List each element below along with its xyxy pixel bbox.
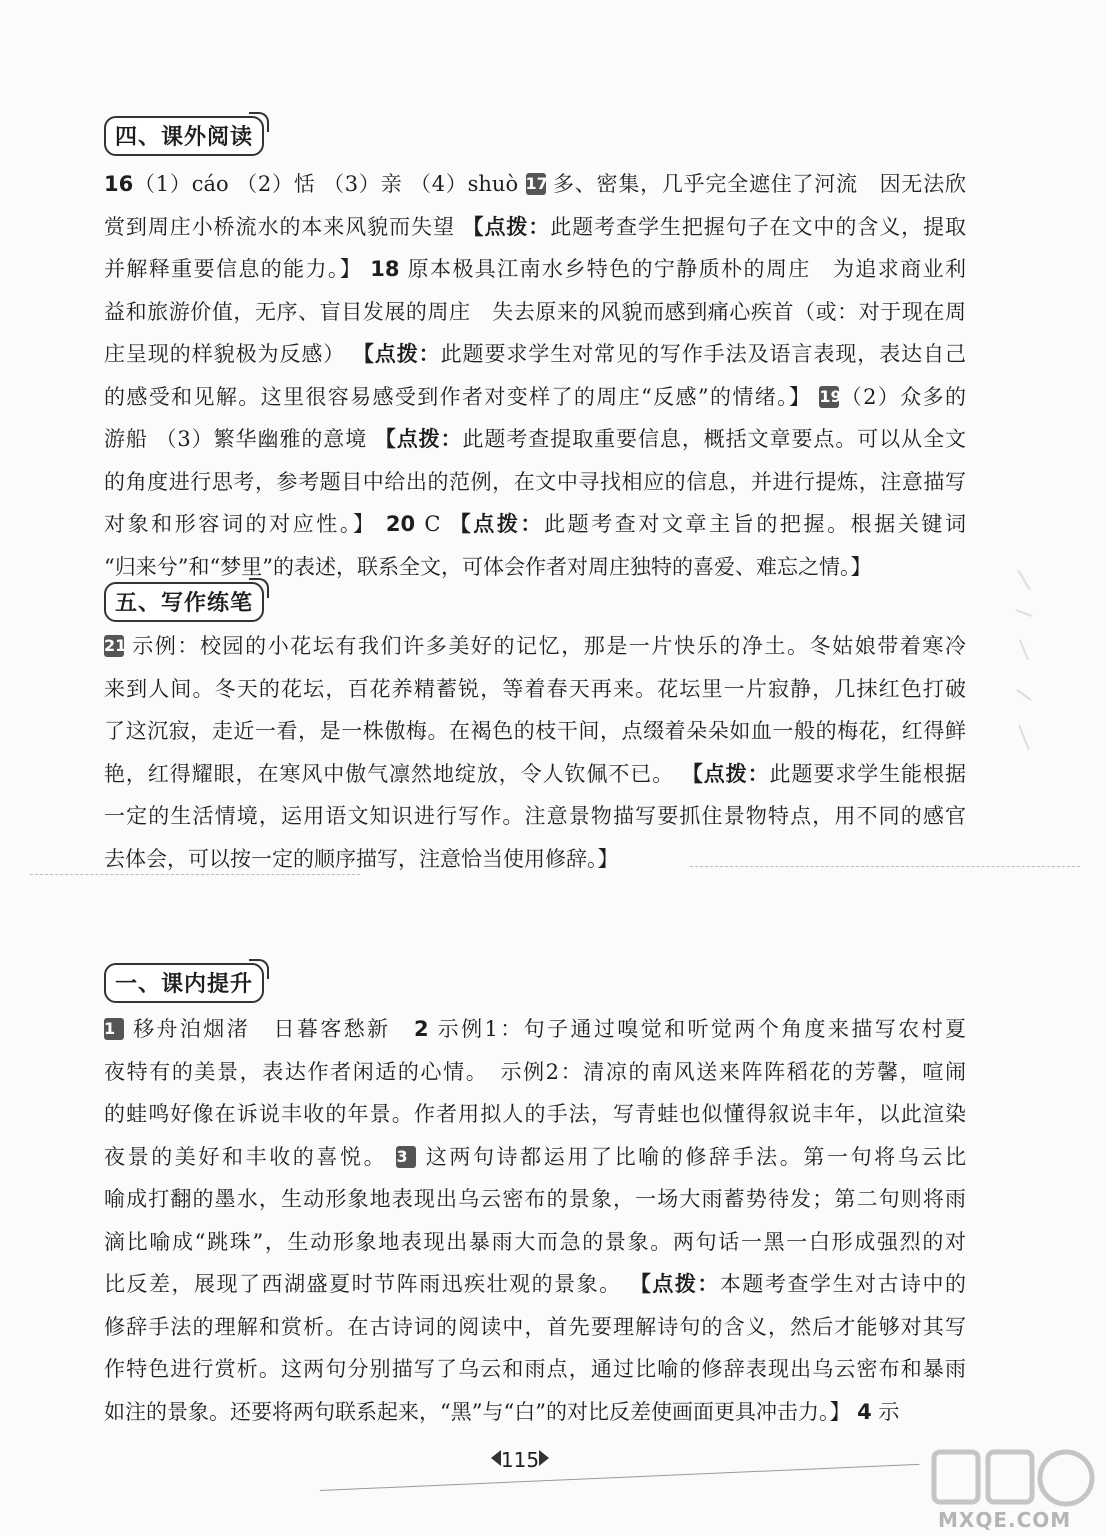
question-number: 2	[413, 1017, 429, 1041]
answer-text: 这两句诗都运用了比喻的修辞手法。第一句将乌云比	[416, 1144, 966, 1169]
answer-text: 此题考查对文章主旨的把握。根据关键词	[544, 512, 967, 536]
left-arrow-icon	[491, 1450, 501, 1466]
bottom-rule	[320, 1464, 919, 1491]
answer-block-extracurricular-reading	[104, 163, 966, 588]
answer-text: 此题考查提取重要信息，概括文章要点。可以从全文	[462, 427, 967, 451]
text-line	[104, 1391, 966, 1434]
text-line	[104, 248, 966, 291]
answer-text: 夜景的美好和丰收的喜悦。	[104, 1144, 397, 1169]
answer-text: 多、密集，几乎完全遮住了河流 因无法欣	[545, 172, 966, 196]
text-line	[104, 1136, 966, 1179]
text-line	[104, 1348, 966, 1391]
text-line	[104, 1093, 966, 1136]
right-arrow-icon	[539, 1450, 549, 1466]
text-line	[104, 1178, 966, 1221]
section-heading-extracurricular-reading	[104, 116, 264, 156]
bleed-through-marks	[1012, 560, 1036, 770]
text-line	[104, 1008, 966, 1051]
answer-text: “归来兮”和“梦里”的表述，联系全文，可体会作者对周庄独特的喜爱、难忘之情。】	[104, 554, 872, 579]
answer-text: 的蛙鸣好像在诉说丰收的年景。作者用拟人的手法，写青蛙也似懂得叙说丰年，以此渲染	[104, 1102, 966, 1126]
answer-text: 移舟泊烟渚 日暮客愁新	[124, 1017, 414, 1041]
hint-label: 【点拨：	[629, 1272, 720, 1296]
answer-text: 示例：校园的小花坛有我们许多美好的记忆，那是一片快乐的净土。冬姑娘带着寒冷	[124, 634, 966, 658]
heading-corner-decoration	[249, 578, 269, 598]
page-number	[470, 1448, 570, 1472]
answer-text: 并解释重要信息的能力。】	[104, 257, 371, 281]
text-line	[104, 795, 966, 838]
question-number: 4	[857, 1399, 872, 1424]
section-heading-text: 一、课内提升	[115, 972, 254, 997]
text-line	[104, 1263, 966, 1306]
answer-text: （2）众多的	[839, 384, 966, 409]
watermark-text: MXQE.COM	[938, 1508, 1072, 1532]
answer-text: 如注的景象。还要将两句联系起来，“黑”与“白”的对比反差使画面更具冲击力。】	[104, 1399, 858, 1424]
answer-text: 了这沉寂，走近一看，是一株傲梅。在褐色的枝干间，点缀着朵朵如血一般的梅花，红得鲜	[104, 719, 966, 743]
section-heading-text: 五、写作练笔	[115, 591, 254, 616]
answer-text: C	[415, 512, 450, 536]
question-number-boxed: 17	[525, 174, 548, 193]
question-number-boxed: 21	[104, 636, 127, 655]
section-heading-in-class-improvement	[104, 963, 264, 1003]
text-line	[104, 1221, 966, 1264]
answer-text: 的角度进行思考，参考题目中给出的范例，在文中寻找相应的信息，并进行提炼，注意描写	[104, 469, 966, 494]
section-heading-writing-practice	[104, 582, 264, 622]
heading-corner-decoration	[249, 959, 269, 979]
answer-text: 益和旅游价值，无序、盲目发展的周庄 失去原来的风貌而感到痛心疾首（或：对于现在周	[104, 299, 966, 324]
text-line	[104, 625, 966, 668]
answer-text: 示	[871, 1399, 900, 1424]
answer-text: 作特色进行赏析。这两句分别描写了乌云和雨点，通过比喻的修辞表现出乌云密布和暴雨	[104, 1357, 966, 1381]
text-line	[104, 1051, 966, 1094]
question-number: 20	[385, 512, 416, 536]
text-line	[104, 1306, 966, 1349]
answer-text: 示例1：句子通过嗅觉和听觉两个角度来描写农村夏	[428, 1017, 966, 1041]
text-line	[104, 753, 966, 796]
answer-text: （1）cáo （2）恬 （3）亲 （4）shuò	[133, 172, 526, 196]
answer-text: 对象和形容词的对应性。】	[104, 512, 386, 536]
answer-text: 去体会，可以按一定的顺序描写，注意恰当使用修辞。】	[104, 846, 619, 871]
answer-text: 此题考查学生把握句子在文中的含义，提取	[550, 214, 967, 239]
question-number-boxed: 1	[104, 1018, 124, 1040]
answer-text: 来到人间。冬天的花坛，百花养精蓄锐，等着春天再来。花坛里一片寂静，几抹红色打破	[104, 676, 966, 701]
hint-label: 【点拨：	[462, 214, 551, 239]
section-heading-text: 四、课外阅读	[115, 125, 254, 150]
text-line	[104, 710, 966, 753]
answer-text: 游船 （3）繁华幽雅的意境	[104, 427, 375, 451]
text-line	[104, 461, 966, 504]
section-divider	[30, 874, 360, 875]
answer-text: 此题要求学生对常见的写作手法及语言表现，表达自己	[440, 342, 967, 366]
answer-block-in-class-improvement	[104, 1008, 966, 1433]
answer-text: 此题要求学生能根据	[769, 761, 966, 786]
answer-text: 赏到周庄小桥流水的本来风貌而失望	[104, 214, 463, 239]
page-number-text: 115	[500, 1448, 540, 1472]
answer-text: 喻成打翻的墨水，生动形象地表现出乌云密布的景象，一场大雨蓄势待发；第二句则将雨	[104, 1187, 966, 1211]
question-number: 16	[104, 172, 134, 196]
text-line	[104, 291, 966, 334]
hint-label: 【点拨：	[449, 512, 545, 536]
answer-text: 滴比喻成“跳珠”，生动形象地表现出暴雨大而急的景象。两句话一黑一白形成强烈的对	[104, 1229, 966, 1254]
answer-text: 原本极具江南水乡特色的宁静质朴的周庄 为追求商业利	[399, 257, 966, 281]
text-line	[104, 668, 966, 711]
section-divider	[690, 866, 1080, 867]
answer-text: 庄呈现的样貌极为反感）	[104, 342, 353, 366]
heading-corner-decoration	[249, 112, 269, 132]
hint-label: 【点拨：	[681, 761, 770, 786]
question-number: 18	[370, 257, 400, 281]
answer-text: 本题考查学生对古诗中的	[719, 1272, 967, 1296]
text-line	[104, 206, 966, 249]
answer-text: 夜特有的美景，表达作者闲适的心情。 示例2：清凉的南风送来阵阵稻花的芳馨，喧闹	[104, 1059, 966, 1084]
text-line	[104, 418, 966, 461]
text-line	[104, 333, 966, 376]
answer-text: 修辞手法的理解和赏析。在古诗词的阅读中，首先要理解诗句的含义，然后才能够对其写	[104, 1314, 966, 1339]
answer-text: 一定的生活情境，运用语文知识进行写作。注意景物描写要抓住景物特点，用不同的感官	[104, 804, 966, 828]
text-line	[104, 163, 966, 206]
answer-text: 比反差，展现了西湖盛夏时节阵雨迅疾壮观的景象。	[104, 1272, 630, 1296]
text-line	[104, 503, 966, 546]
answer-text: 艳，红得耀眼，在寒风中傲气凛然地绽放，令人钦佩不已。	[104, 761, 682, 786]
hint-label: 【点拨：	[374, 427, 463, 451]
question-number-boxed: 19	[819, 386, 842, 406]
text-line	[104, 376, 966, 419]
hint-label: 【点拨：	[352, 342, 441, 366]
answer-block-writing-practice	[104, 625, 966, 880]
answer-text: 的感受和见解。这里很容易感受到作者对变样了的周庄“反感”的情绪。】	[104, 384, 820, 409]
question-number-boxed: 3	[396, 1146, 416, 1168]
